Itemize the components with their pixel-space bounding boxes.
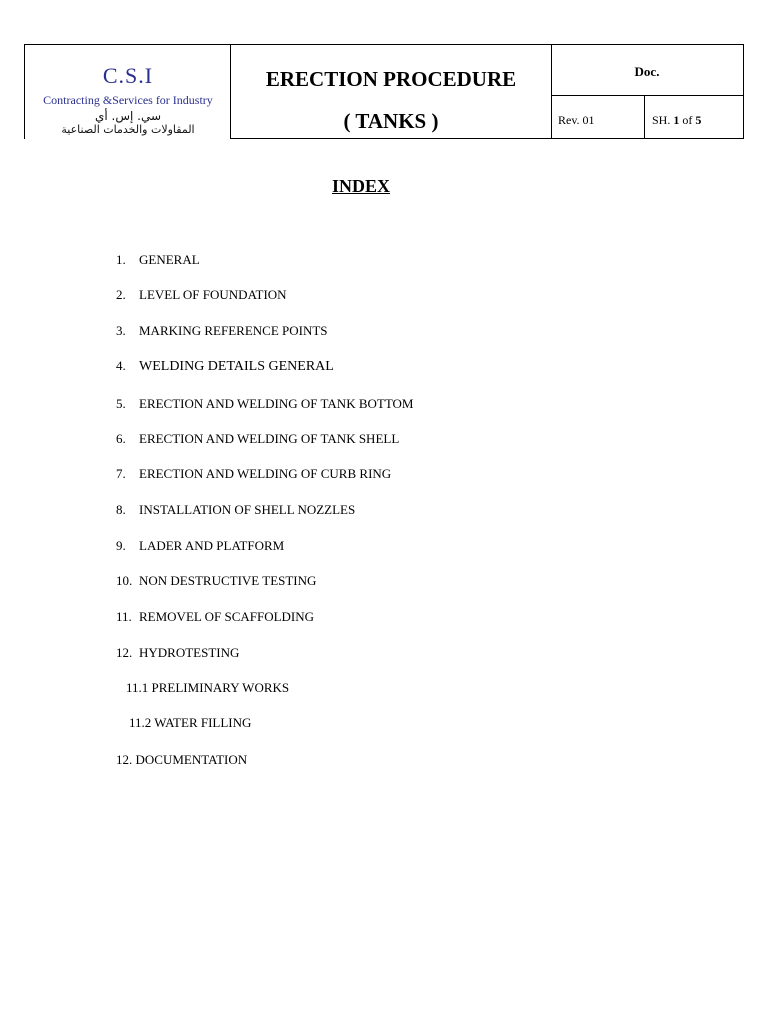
document-subtitle: ( TANKS ) [343, 109, 439, 133]
toc-number: 12. [116, 645, 133, 660]
toc-label: 11.2 WATER FILLING [129, 715, 252, 730]
toc-item-scaffolding [116, 609, 314, 625]
toc-number: 11. [116, 609, 132, 624]
toc-label: MARKING REFERENCE POINTS [139, 323, 328, 338]
toc-item-level-of-foundation [116, 287, 287, 303]
toc-label: LADER AND PLATFORM [139, 538, 285, 553]
toc-label: WELDING DETAILS GENERAL [139, 359, 334, 374]
toc-label: ERECTION AND WELDING OF TANK BOTTOM [139, 396, 414, 411]
logo-arabic-subtitle: المقاولات والخدمات الصناعية [61, 123, 195, 136]
toc-subitem-water-filling [129, 715, 251, 731]
title-cell [230, 44, 552, 139]
toc-item-ladder-platform [116, 538, 284, 554]
toc-subitem-preliminary-works [126, 680, 289, 696]
toc-label: ERECTION AND WELDING OF TANK SHELL [139, 431, 400, 446]
logo-arabic-name: سي. إس. أي [94, 109, 162, 123]
toc-item-curb-ring [116, 466, 391, 482]
doc-label: Doc. [634, 64, 660, 79]
toc-number: 6. [116, 431, 126, 446]
toc-number: 5. [116, 396, 126, 411]
sheet-total: 5 [695, 113, 702, 127]
doc-cell [551, 44, 744, 96]
document-header [24, 44, 744, 139]
toc-number: 10. [116, 573, 133, 588]
toc-item-general [116, 252, 200, 268]
toc-number: 7. [116, 466, 126, 481]
logo-title: C.S.I [102, 63, 154, 88]
toc-item-documentation [116, 752, 247, 768]
toc-label: INSTALLATION OF SHELL NOZZLES [139, 502, 356, 517]
document-title: ERECTION PROCEDURE [265, 67, 517, 91]
toc-label: GENERAL [139, 252, 200, 267]
revision-cell [551, 95, 645, 139]
toc-label: NON DESTRUCTIVE TESTING [139, 573, 317, 588]
sheet-number: 1 [673, 113, 680, 127]
toc-number: 3. [116, 323, 126, 338]
toc-label: HYDROTESTING [139, 645, 240, 660]
toc-label: ERECTION AND WELDING OF CURB RING [139, 466, 392, 481]
toc-number: 4. [116, 358, 126, 373]
index-title: INDEX [331, 176, 390, 196]
toc-label: REMOVEL OF SCAFFOLDING [139, 609, 315, 624]
toc-number: 8. [116, 502, 126, 517]
toc-label: 12. DOCUMENTATION [116, 752, 248, 767]
sheet-of: of [679, 113, 696, 127]
logo-subtitle: Contracting &Services for Industry [43, 93, 213, 107]
toc-label: LEVEL OF FOUNDATION [139, 287, 287, 302]
toc-item-tank-shell [116, 431, 399, 447]
toc-number: 1. [116, 252, 126, 267]
toc-number: 2. [116, 287, 126, 302]
toc-item-ndt [116, 573, 316, 589]
toc-item-hydrotesting [116, 645, 239, 661]
toc-item-shell-nozzles [116, 502, 355, 518]
revision-label: Rev. 01 [558, 113, 595, 127]
sheet-cell [644, 95, 744, 139]
toc-item-tank-bottom [116, 396, 413, 412]
company-logo [24, 44, 230, 139]
toc-item-welding-details [116, 358, 334, 375]
toc-label: 11.1 PRELIMINARY WORKS [126, 680, 290, 695]
toc-item-marking-reference-points [116, 323, 328, 339]
sheet-prefix: SH. [652, 113, 674, 127]
toc-number: 9. [116, 538, 126, 553]
sheet-label [652, 113, 701, 128]
